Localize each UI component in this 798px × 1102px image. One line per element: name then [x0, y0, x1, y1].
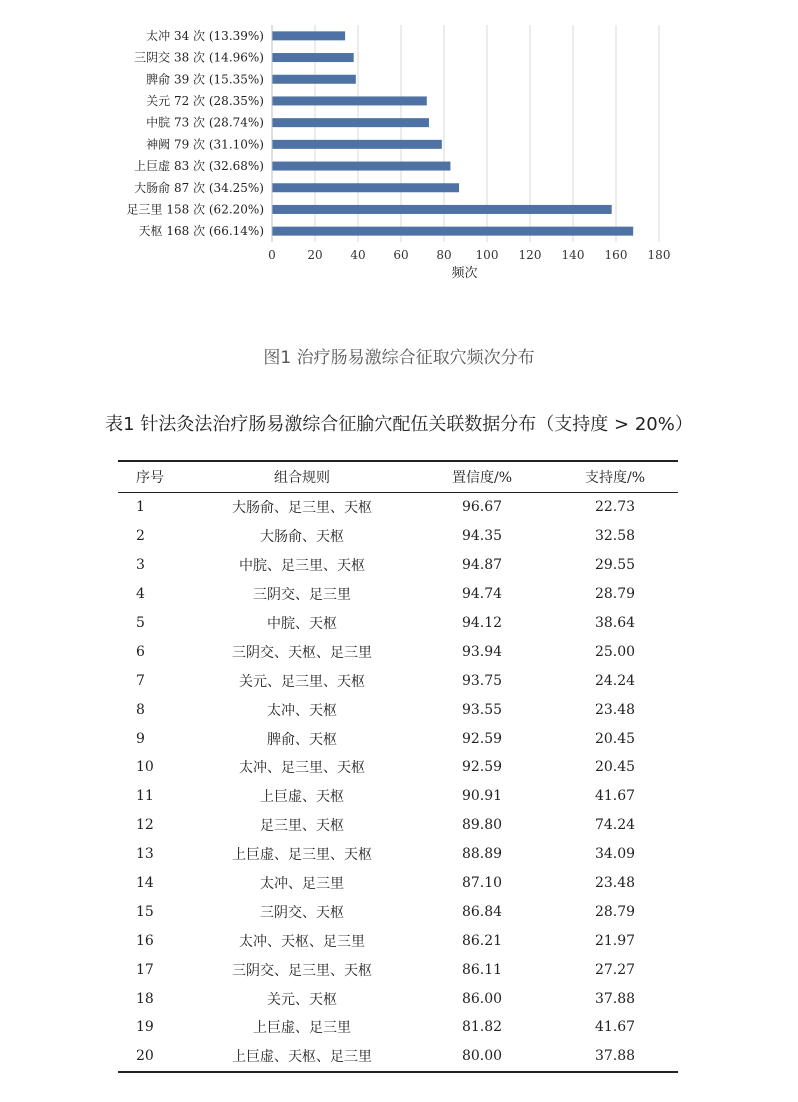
cell-confidence: 96.67: [461, 499, 503, 516]
bar: [272, 183, 459, 192]
cell-index: 16: [136, 932, 154, 949]
category-labels: [127, 28, 264, 238]
cell-support: 23.48: [594, 701, 636, 718]
category-label: 脾俞 39 次 (15.35%): [146, 72, 264, 87]
cell-rule: 三阴交、足三里: [253, 587, 351, 604]
cell-rule: 关元、足三里、天枢: [239, 673, 365, 690]
category-label: 天枢 168 次 (66.14%): [138, 224, 264, 239]
category-label: 太冲 34 次 (13.39%): [146, 28, 264, 43]
cell-support: 27.27: [594, 961, 636, 978]
table-row: [118, 493, 678, 522]
bar: [272, 227, 633, 236]
x-axis-label: 频次: [451, 266, 478, 281]
cell-confidence: 86.21: [461, 932, 503, 949]
cell-rule: 太冲、足三里、天枢: [239, 760, 365, 777]
cell-support: 22.73: [594, 499, 636, 516]
header-rule: 组合规则: [192, 461, 412, 493]
cell-rule: 大肠俞、天枢: [260, 529, 344, 546]
cell-support: 74.24: [594, 817, 636, 834]
cell-rule: 三阴交、天枢: [260, 904, 344, 921]
table-row: [118, 724, 678, 753]
bar-chart: [0, 0, 798, 300]
cell-index: 13: [136, 846, 154, 863]
table-row: [118, 869, 678, 898]
cell-rule: 中脘、足三里、天枢: [239, 558, 365, 575]
cell-support: 32.58: [594, 528, 636, 545]
cell-support: 28.79: [594, 903, 636, 920]
cell-support: 38.64: [594, 615, 636, 631]
cell-confidence: 93.94: [461, 643, 503, 660]
cell-rule: 三阴交、天枢、足三里: [232, 644, 372, 661]
table-row: [118, 522, 678, 551]
table-row: [118, 840, 678, 869]
cell-confidence: 94.35: [461, 528, 503, 545]
table-row: [118, 551, 678, 580]
cell-rule: 上巨虚、足三里: [253, 1020, 351, 1037]
cell-confidence: 94.12: [461, 615, 503, 631]
table-row: [118, 1013, 678, 1042]
category-label: 大肠俞 87 次 (34.25%): [134, 180, 264, 195]
cell-index: 7: [136, 672, 145, 689]
cell-confidence: 80.00: [412, 1042, 552, 1072]
table-row: [118, 811, 678, 840]
cell-support: 28.79: [594, 586, 636, 603]
x-tick-label: 100: [475, 248, 499, 262]
table-row: [118, 955, 678, 984]
bar: [272, 53, 354, 62]
x-tick-label: 120: [518, 248, 542, 262]
cell-confidence: 92.59: [461, 730, 503, 747]
bar: [272, 75, 356, 84]
cell-rule: 中脘、天枢: [267, 616, 337, 632]
cell-confidence: 93.55: [461, 701, 503, 718]
table-row: [118, 897, 678, 926]
cell-confidence: 87.10: [461, 875, 503, 892]
cell-index: 6: [136, 643, 145, 660]
association-table: [118, 460, 678, 1073]
header-index: 序号: [118, 461, 192, 493]
cell-support: 23.48: [594, 875, 636, 892]
cell-rule: 太冲、天枢: [267, 702, 337, 719]
table-row: [118, 782, 678, 811]
cell-index: 14: [136, 875, 154, 892]
x-tick-label: 60: [393, 248, 409, 262]
table-row: [118, 666, 678, 695]
bar: [272, 205, 612, 214]
bar: [272, 162, 450, 171]
cell-confidence: 88.89: [461, 846, 503, 863]
cell-index: 2: [136, 528, 145, 545]
cell-rule: 太冲、天枢、足三里: [239, 933, 365, 950]
x-tick-label: 160: [604, 248, 628, 262]
cell-confidence: 86.84: [461, 903, 503, 920]
table-row: [118, 695, 678, 724]
x-tick-label: 0: [268, 248, 276, 262]
table-row: [118, 753, 678, 782]
cell-index: 18: [136, 990, 154, 1007]
x-tick-label: 140: [561, 248, 585, 262]
cell-index: 10: [136, 759, 154, 776]
cell-rule: 关元、天枢: [267, 991, 337, 1008]
cell-confidence: 93.75: [461, 672, 503, 689]
cell-rule: 上巨虚、足三里、天枢: [232, 847, 372, 864]
cell-rule: 脾俞、天枢: [267, 731, 337, 748]
bar: [272, 96, 427, 105]
cell-rule: 上巨虚、天枢: [260, 789, 344, 806]
header-confidence: 置信度/%: [412, 461, 552, 493]
cell-support: 34.09: [594, 846, 636, 863]
category-label: 神阙 79 次 (31.10%): [146, 137, 264, 152]
cell-confidence: 94.74: [461, 586, 503, 603]
x-tick-label: 80: [436, 248, 452, 262]
table-title: 表1 针法灸法治疗肠易激综合征腧穴配伍关联数据分布（支持度 > 20%）: [105, 414, 693, 435]
cell-index: 12: [136, 817, 154, 834]
category-label: 三阴交 38 次 (14.96%): [134, 50, 264, 65]
cell-index: 9: [136, 730, 145, 747]
cell-support: 41.67: [594, 788, 636, 805]
cell-index: 20: [118, 1042, 192, 1072]
cell-support: 24.24: [594, 672, 636, 689]
x-tick-label: 180: [647, 248, 671, 262]
bars: [272, 31, 633, 235]
cell-support: 29.55: [594, 557, 636, 574]
bar: [272, 31, 345, 40]
cell-index: 4: [136, 586, 145, 603]
cell-index: 17: [136, 961, 154, 978]
cell-confidence: 86.00: [461, 990, 503, 1007]
cell-rule: 三阴交、足三里、天枢: [232, 962, 372, 979]
x-tick-label: 40: [350, 248, 366, 262]
cell-support: 37.88: [552, 1042, 678, 1072]
table-header-row: [118, 461, 678, 493]
table-row: [118, 926, 678, 955]
table-row: [118, 1042, 678, 1072]
table-row: [118, 609, 678, 638]
cell-index: 1: [136, 499, 145, 516]
cell-rule: 上巨虚、天枢、足三里: [192, 1042, 412, 1072]
cell-index: 8: [136, 701, 145, 718]
cell-index: 3: [136, 557, 145, 574]
cell-confidence: 89.80: [461, 817, 503, 834]
cell-support: 41.67: [594, 1019, 636, 1036]
category-label: 上巨虚 83 次 (32.68%): [134, 159, 264, 174]
cell-confidence: 92.59: [461, 759, 503, 776]
cell-support: 25.00: [594, 643, 636, 660]
cell-confidence: 94.87: [461, 557, 503, 574]
cell-confidence: 86.11: [461, 961, 503, 978]
x-tick-label: 20: [307, 248, 323, 262]
table-row: [118, 984, 678, 1013]
cell-rule: 大肠俞、足三里、天枢: [232, 500, 372, 517]
cell-confidence: 81.82: [461, 1019, 503, 1036]
table-row: [118, 637, 678, 666]
cell-index: 19: [136, 1019, 154, 1036]
cell-support: 20.45: [594, 759, 636, 776]
cell-rule: 太冲、足三里: [260, 876, 344, 893]
cell-index: 11: [136, 788, 154, 805]
cell-index: 5: [136, 615, 145, 631]
cell-index: 15: [136, 903, 154, 920]
bar: [272, 118, 429, 127]
category-label: 足三里 158 次 (62.20%): [126, 202, 264, 217]
cell-support: 20.45: [594, 730, 636, 747]
category-label: 中脘 73 次 (28.74%): [146, 115, 264, 130]
category-label: 关元 72 次 (28.35%): [146, 93, 264, 108]
cell-support: 21.97: [594, 932, 636, 949]
cell-rule: 足三里、天枢: [260, 818, 344, 835]
figure-caption: 图1 治疗肠易激综合征取穴频次分布: [263, 348, 535, 368]
bar: [272, 140, 442, 149]
cell-support: 37.88: [594, 990, 636, 1007]
x-tick-labels: [268, 248, 670, 262]
table-row: [118, 580, 678, 609]
header-support: 支持度/%: [552, 461, 678, 493]
cell-confidence: 90.91: [461, 788, 503, 805]
